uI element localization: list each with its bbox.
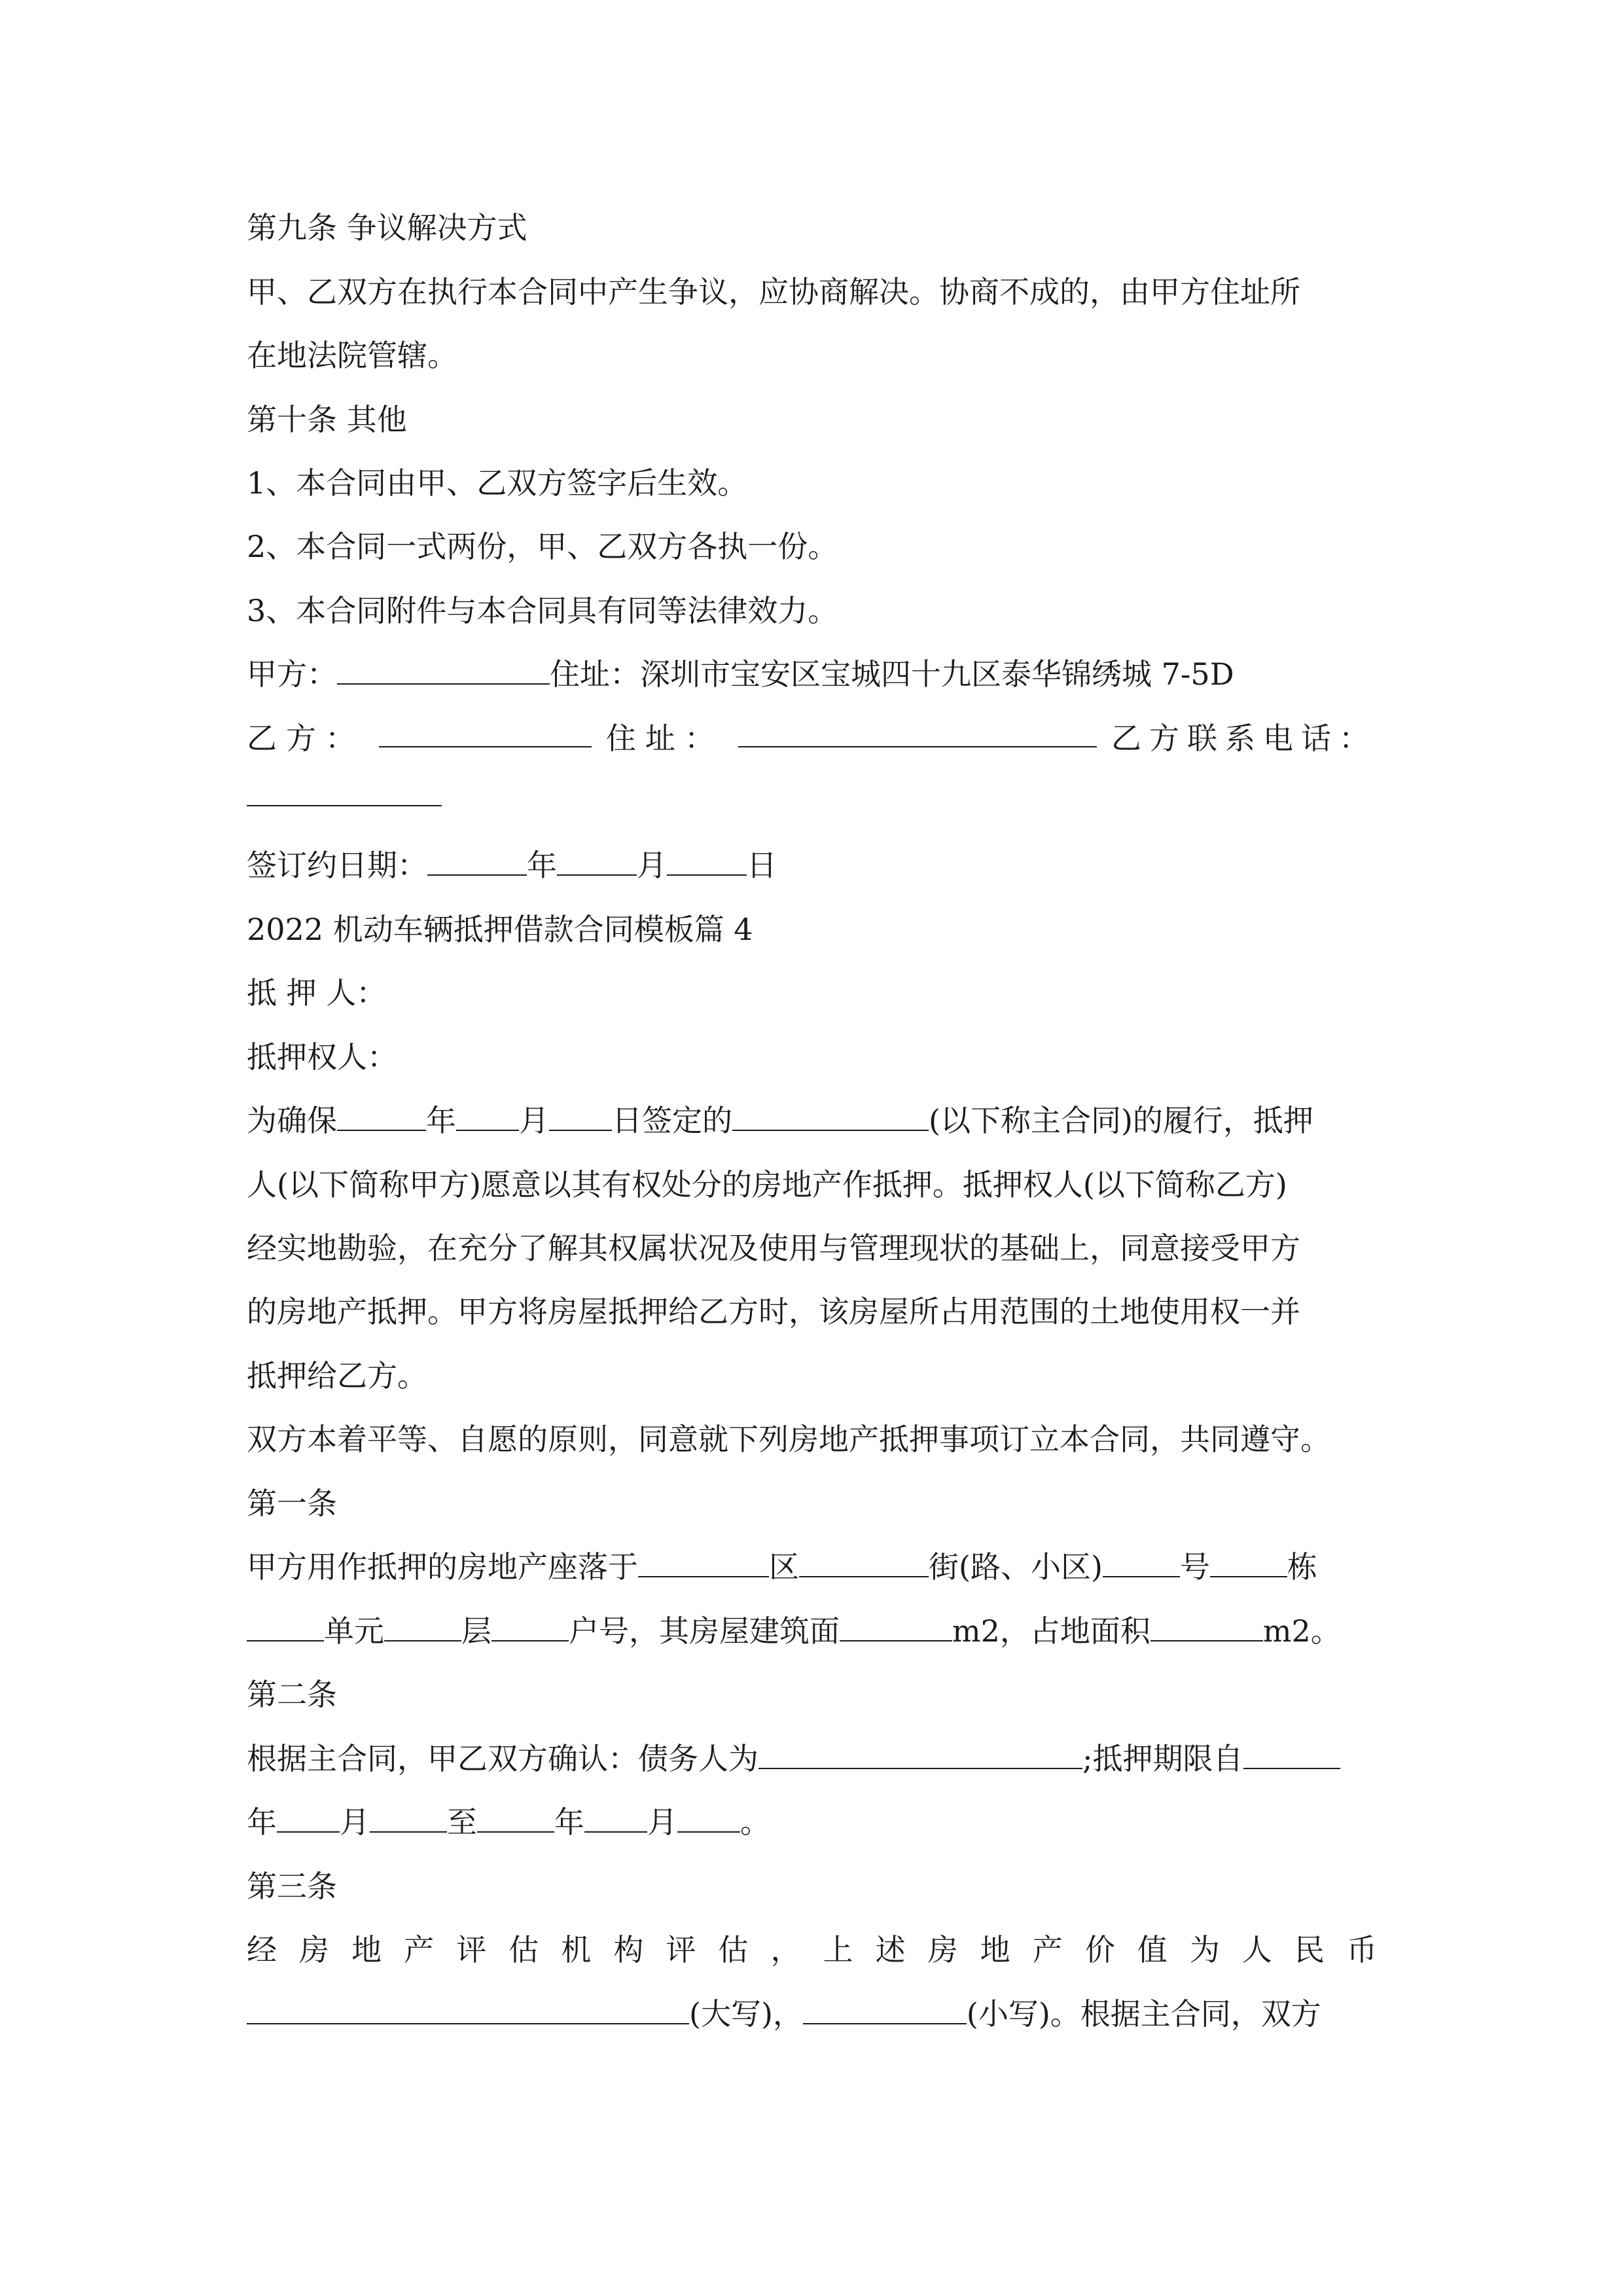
text-line <box>247 1994 1321 2034</box>
text-char: 房 <box>299 1932 330 1967</box>
party-b-line <box>247 719 1377 758</box>
contract-title: 2022 机动车辆抵押借款合同模板篇 4 <box>247 912 753 947</box>
text-part: ;抵押期限自 <box>1082 1741 1243 1776</box>
month-blank[interactable] <box>277 1804 340 1833</box>
label: 签订约日期： <box>247 848 427 883</box>
text-line: 双方本着平等、自愿的原则，同意就下列房地产抵押事项订立本合同，共同遵守。 <box>247 1422 1330 1457</box>
text-line: 的房地产抵押。甲方将房屋抵押给乙方时，该房屋所占用范围的土地使用权一并 <box>247 1294 1300 1329</box>
mortgagor-label: 抵 押 人： <box>247 975 387 1011</box>
text-part: 月 <box>647 1804 677 1840</box>
text-line <box>247 1611 1341 1651</box>
debtor-blank[interactable] <box>758 1740 1082 1769</box>
text-line <box>247 1547 1317 1587</box>
floor-blank[interactable] <box>384 1613 461 1641</box>
text-char: 产 <box>1032 1932 1063 1967</box>
text-char: 经 <box>247 1932 277 1967</box>
day-blank[interactable] <box>370 1804 447 1833</box>
room-blank[interactable] <box>491 1613 569 1641</box>
text-char: 人 <box>1241 1932 1272 1967</box>
text-char: 上 <box>823 1932 853 1967</box>
sign-date-line <box>247 846 777 885</box>
label: 甲方： <box>247 656 337 692</box>
street-blank[interactable] <box>799 1549 929 1577</box>
text-part: 至 <box>447 1804 477 1840</box>
text-line: 3、本合同附件与本合同具有同等法律效力。 <box>247 593 838 628</box>
text-line: 抵押给乙方。 <box>247 1358 427 1393</box>
text-part: 号 <box>1179 1549 1210 1585</box>
party-a-name-blank[interactable] <box>337 656 550 685</box>
text-part: 甲方用作抵押的房地产座落于 <box>247 1549 638 1585</box>
text-char: 估 <box>718 1932 749 1967</box>
text-char: 值 <box>1137 1932 1168 1967</box>
month-blank[interactable] <box>584 1804 647 1833</box>
text-line <box>247 1803 770 1842</box>
text-line <box>247 1739 1340 1778</box>
text-part: 年 <box>554 1804 584 1840</box>
article-10-heading: 第十条 其他 <box>247 402 407 437</box>
text-part: m2，占地面积 <box>952 1613 1150 1649</box>
article-2-heading: 第二条 <box>247 1677 337 1712</box>
amount-number-blank[interactable] <box>803 1996 967 2024</box>
label: 住址：深圳市宝安区宝城四十九区泰华锦绣城 7-5D <box>550 656 1234 692</box>
year-blank[interactable] <box>427 847 527 876</box>
text-char: 为 <box>1189 1932 1220 1967</box>
article-1-heading: 第一条 <box>247 1486 337 1521</box>
text-part: 栋 <box>1287 1549 1317 1585</box>
day-blank[interactable] <box>549 1102 612 1131</box>
text-line: 甲、乙双方在执行本合同中产生争议，应协商解决。协商不成的，由甲方住址所 <box>247 274 1300 310</box>
party-b-name-blank[interactable] <box>379 719 592 747</box>
text-char: 币 <box>1346 1932 1377 1967</box>
text-part: 区 <box>769 1549 799 1585</box>
label: 住址： <box>606 721 724 756</box>
text-part: 街(路、小区) <box>929 1549 1103 1585</box>
text-part: 层 <box>461 1613 491 1649</box>
text-part: 年 <box>426 1103 456 1138</box>
text-line: 1、本合同由甲、乙双方签字后生效。 <box>247 465 748 501</box>
text-part: 为确保 <box>247 1103 337 1138</box>
text-char: ， <box>770 1932 801 1967</box>
building-blank[interactable] <box>1210 1549 1287 1577</box>
text-part: 年 <box>247 1804 277 1840</box>
month-blank[interactable] <box>557 847 637 876</box>
year-blank[interactable] <box>477 1804 554 1833</box>
text-part: m2。 <box>1262 1613 1341 1649</box>
text-char: 民 <box>1294 1932 1325 1967</box>
mortgagee-label: 抵押权人： <box>247 1039 397 1075</box>
text-part: 。 <box>740 1804 770 1840</box>
text-part: 月 <box>519 1103 549 1138</box>
main-contract-blank[interactable] <box>732 1102 929 1131</box>
text-part: 月 <box>340 1804 370 1840</box>
text-char: 机 <box>561 1932 592 1967</box>
text-part: 户号，其房屋建筑面 <box>569 1613 840 1649</box>
district-blank[interactable] <box>638 1549 769 1577</box>
text-line <box>247 1101 1313 1140</box>
text-part: 根据主合同，甲乙双方确认：债务人为 <box>247 1741 758 1776</box>
party-b-phone-blank[interactable] <box>247 778 442 806</box>
amount-capital-blank[interactable] <box>247 1996 689 2024</box>
label: 乙方联系电话： <box>1111 721 1377 756</box>
text-line: 在地法院管辖。 <box>247 338 457 373</box>
text-line: 2、本合同一式两份，甲、乙双方各执一份。 <box>247 529 838 564</box>
text-char: 评 <box>666 1932 696 1967</box>
text-char: 地 <box>980 1932 1010 1967</box>
label: 日 <box>747 848 777 883</box>
party-b-address-blank[interactable] <box>738 719 1097 747</box>
text-char: 地 <box>351 1932 382 1967</box>
text-char: 述 <box>875 1932 906 1967</box>
unit-blank[interactable] <box>247 1613 324 1641</box>
text-line: 人(以下简称甲方)愿意以其有权处分的房地产作抵押。抵押权人(以下简称乙方) <box>247 1167 1287 1202</box>
article-9-heading: 第九条 争议解决方式 <box>247 210 527 245</box>
text-char: 评 <box>456 1932 487 1967</box>
label: 月 <box>637 848 667 883</box>
label: 年 <box>527 848 557 883</box>
year-blank[interactable] <box>1243 1740 1340 1769</box>
month-blank[interactable] <box>456 1102 519 1131</box>
label: 乙方： <box>247 721 365 756</box>
day-blank[interactable] <box>667 847 747 876</box>
text-line <box>247 1930 1377 1969</box>
year-blank[interactable] <box>337 1102 426 1131</box>
text-part: 日签定的 <box>612 1103 732 1138</box>
party-b-phone-line <box>247 776 442 816</box>
text-char: 估 <box>508 1932 539 1967</box>
text-char: 房 <box>927 1932 958 1967</box>
day-blank[interactable] <box>677 1804 740 1833</box>
text-part: (以下称主合同)的履行，抵押 <box>929 1103 1313 1138</box>
party-a-line <box>247 655 1234 694</box>
text-part: 单元 <box>324 1613 384 1649</box>
text-char: 价 <box>1084 1932 1115 1967</box>
text-part: (大写)， <box>689 1996 803 2032</box>
text-line: 经实地勘验，在充分了解其权属状况及使用与管理现状的基础上，同意接受甲方 <box>247 1230 1300 1266</box>
number-blank[interactable] <box>1103 1549 1180 1577</box>
text-char: 构 <box>613 1932 644 1967</box>
text-part: (小写)。根据主合同，双方 <box>966 1996 1321 2032</box>
text-char: 产 <box>404 1932 435 1967</box>
land-area-blank[interactable] <box>1150 1613 1263 1641</box>
building-area-blank[interactable] <box>840 1613 952 1641</box>
article-3-heading: 第三条 <box>247 1869 337 1904</box>
